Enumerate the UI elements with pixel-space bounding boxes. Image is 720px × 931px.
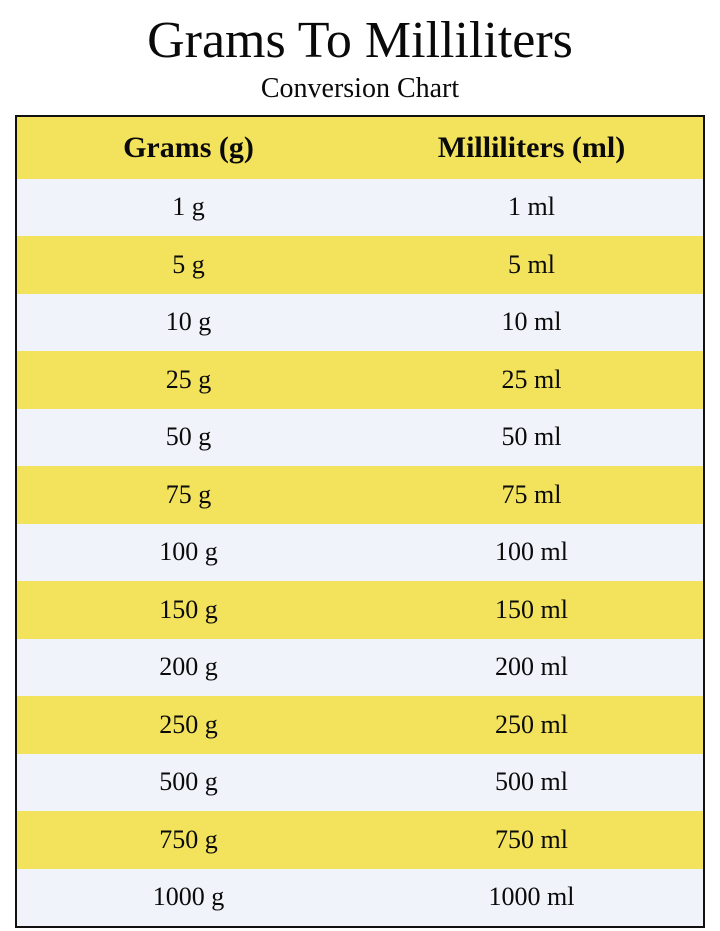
cell-milliliters: 250 ml <box>495 709 568 739</box>
page-title: Grams To Milliliters <box>147 12 573 69</box>
cell-milliliters: 500 ml <box>495 767 568 797</box>
cell-milliliters: 75 ml <box>501 479 562 509</box>
cell-milliliters: 10 ml <box>501 307 562 337</box>
table-row <box>17 179 703 237</box>
column-header-grams: Grams (g) <box>123 130 254 164</box>
cell-milliliters: 100 ml <box>495 537 568 567</box>
table-row <box>17 294 703 352</box>
cell-milliliters: 1 ml <box>508 192 555 222</box>
cell-milliliters: 25 ml <box>501 364 562 394</box>
cell-milliliters: 200 ml <box>495 652 568 682</box>
cell-milliliters: 5 ml <box>508 249 555 279</box>
cell-grams: 200 g <box>159 652 218 682</box>
table-row <box>17 236 703 294</box>
table-row <box>17 754 703 812</box>
cell-grams: 75 g <box>165 479 212 509</box>
table-row <box>17 696 703 754</box>
table-header <box>17 117 703 179</box>
table-row <box>17 351 703 409</box>
table-row <box>17 409 703 467</box>
cell-grams: 1000 g <box>152 882 225 912</box>
cell-grams: 25 g <box>165 364 212 394</box>
cell-grams: 250 g <box>159 709 218 739</box>
table-row <box>17 869 703 927</box>
cell-grams: 750 g <box>159 824 218 854</box>
cell-milliliters: 50 ml <box>501 422 562 452</box>
cell-milliliters: 1000 ml <box>488 882 575 912</box>
table-row <box>17 581 703 639</box>
cell-grams: 10 g <box>165 307 212 337</box>
cell-grams: 1 g <box>172 192 205 222</box>
cell-milliliters: 150 ml <box>495 594 568 624</box>
table-row <box>17 811 703 869</box>
cell-milliliters: 750 ml <box>495 824 568 854</box>
table-row <box>17 639 703 697</box>
cell-grams: 500 g <box>159 767 218 797</box>
table-header-row <box>17 117 703 179</box>
page-subtitle: Conversion Chart <box>260 72 460 104</box>
cell-grams: 150 g <box>159 594 218 624</box>
cell-grams: 5 g <box>172 249 205 279</box>
cell-grams: 100 g <box>159 537 218 567</box>
table-row <box>17 466 703 524</box>
conversion-table <box>17 117 703 927</box>
table-row <box>17 524 703 582</box>
table-body <box>17 179 703 927</box>
column-header-milliliters: Milliliters (ml) <box>437 130 626 164</box>
conversion-table-container <box>15 115 705 929</box>
cell-grams: 50 g <box>165 422 212 452</box>
